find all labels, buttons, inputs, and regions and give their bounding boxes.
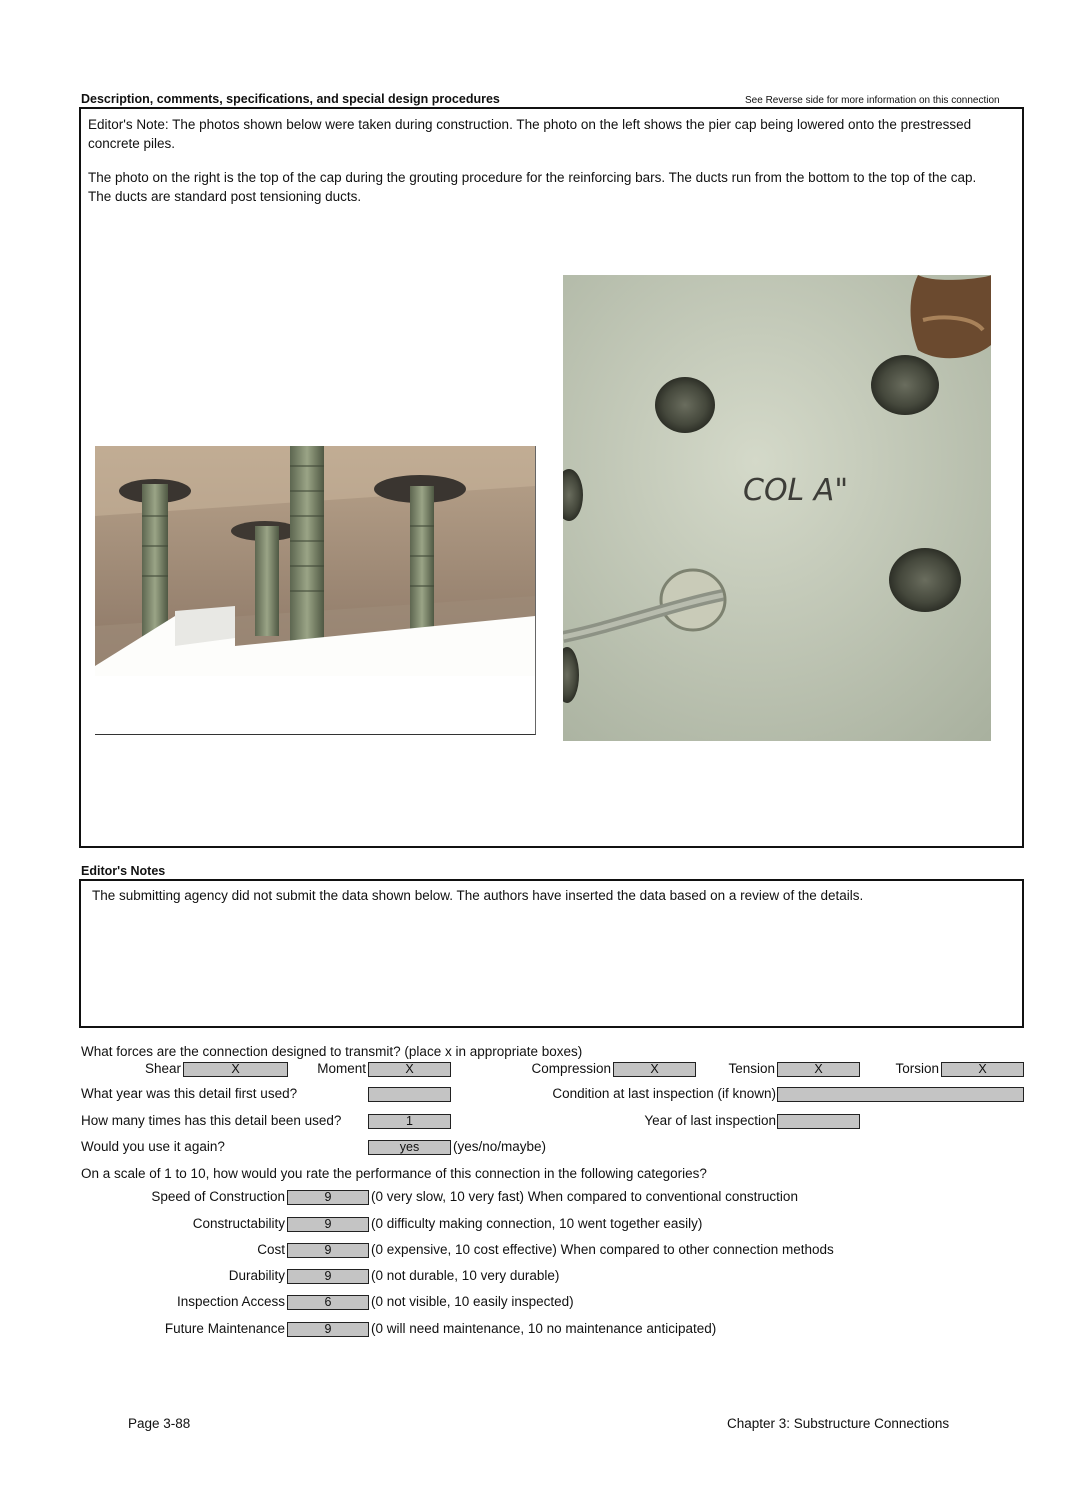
tension-field[interactable]: X — [777, 1062, 860, 1077]
torsion-field[interactable]: X — [941, 1062, 1024, 1077]
shear-label: Shear — [144, 1061, 181, 1076]
condition-label: Condition at last inspection (if known) — [552, 1086, 776, 1101]
times-used-label: How many times has this detail been used? — [81, 1113, 342, 1128]
page-number: Page 3-88 — [128, 1416, 191, 1431]
cap-top-illustration — [563, 275, 991, 741]
chapter-title: Chapter 3: Substructure Connections — [727, 1416, 950, 1431]
use-again-label: Would you use it again? — [81, 1139, 225, 1154]
compression-label: Compression — [531, 1061, 611, 1076]
description-header: Description, comments, specifications, and special design procedures — [81, 92, 500, 106]
pier-cap-photo — [95, 446, 536, 735]
year-first-used-field[interactable] — [368, 1087, 451, 1102]
description-paragraph-2: The photo on the right is the top of the cap during the grouting procedure for the reinforcing bars. The ducts run from the bottom to the top of the cap. The ducts are standard post tensioning ducts. — [88, 170, 977, 204]
editors-notes-text: The submitting agency did not submit the data shown below. The authors have inserted the data based on a review of the details. — [92, 888, 864, 903]
tension-label: Tension — [728, 1061, 775, 1076]
moment-label: Moment — [317, 1061, 366, 1076]
duct-marking-text: COL A" — [743, 473, 849, 508]
editors-notes-header: Editor's Notes — [81, 864, 166, 878]
year-first-used-label: What year was this detail first used? — [81, 1086, 298, 1101]
condition-field[interactable] — [777, 1087, 1024, 1102]
rating-label-cost: Cost — [257, 1242, 285, 1257]
rating-field-speed[interactable]: 9 — [287, 1190, 369, 1205]
rating-field-durability[interactable]: 9 — [287, 1269, 369, 1284]
moment-field[interactable]: X — [368, 1062, 451, 1077]
reverse-side-note: See Reverse side for more information on this connection — [745, 95, 1000, 106]
rating-field-future-maintenance[interactable]: 9 — [287, 1322, 369, 1337]
shear-field[interactable]: X — [183, 1062, 288, 1077]
rating-label-durability: Durability — [228, 1268, 285, 1283]
pier-cap-illustration — [95, 446, 535, 734]
cap-top-grouting-photo — [563, 275, 991, 741]
rating-note-durability: (0 not durable, 10 very durable) — [371, 1268, 560, 1283]
year-last-inspection-field[interactable] — [777, 1114, 860, 1129]
rating-label-speed: Speed of Construction — [151, 1189, 285, 1204]
rating-field-inspection-access[interactable]: 6 — [287, 1295, 369, 1310]
use-again-field[interactable]: yes — [368, 1140, 451, 1155]
year-last-inspection-label: Year of last inspection — [644, 1113, 776, 1128]
compression-field[interactable]: X — [613, 1062, 696, 1077]
forces-question: What forces are the connection designed to transmit? (place x in appropriate boxes) — [81, 1044, 583, 1059]
rating-label-future-maintenance: Future Maintenance — [164, 1321, 285, 1336]
rating-field-cost[interactable]: 9 — [287, 1243, 369, 1258]
rating-note-cost: (0 expensive, 10 cost effective) When compared to other connection methods — [371, 1242, 834, 1257]
editors-notes-box — [79, 879, 1024, 1028]
rating-question: On a scale of 1 to 10, how would you rate the performance of this connection in the following categories? — [81, 1166, 707, 1181]
rating-label-inspection-access: Inspection Access — [176, 1294, 285, 1309]
rating-note-inspection-access: (0 not visible, 10 easily inspected) — [371, 1294, 574, 1309]
rating-note-speed: (0 very slow, 10 very fast) When compared to conventional construction — [371, 1189, 798, 1204]
rating-label-constructability: Constructability — [192, 1216, 285, 1231]
rating-note-future-maintenance: (0 will need maintenance, 10 no maintenance anticipated) — [371, 1321, 717, 1336]
description-paragraph-1: Editor's Note: The photos shown below were taken during construction. The photo on the left shows the pier cap being lowered onto the prestressed concrete piles. — [88, 117, 972, 151]
torsion-label: Torsion — [895, 1061, 939, 1076]
rating-field-constructability[interactable]: 9 — [287, 1217, 369, 1232]
times-used-field[interactable]: 1 — [368, 1114, 451, 1129]
rating-note-constructability: (0 difficulty making connection, 10 went together easily) — [371, 1216, 703, 1231]
use-again-hint: (yes/no/maybe) — [453, 1139, 547, 1154]
